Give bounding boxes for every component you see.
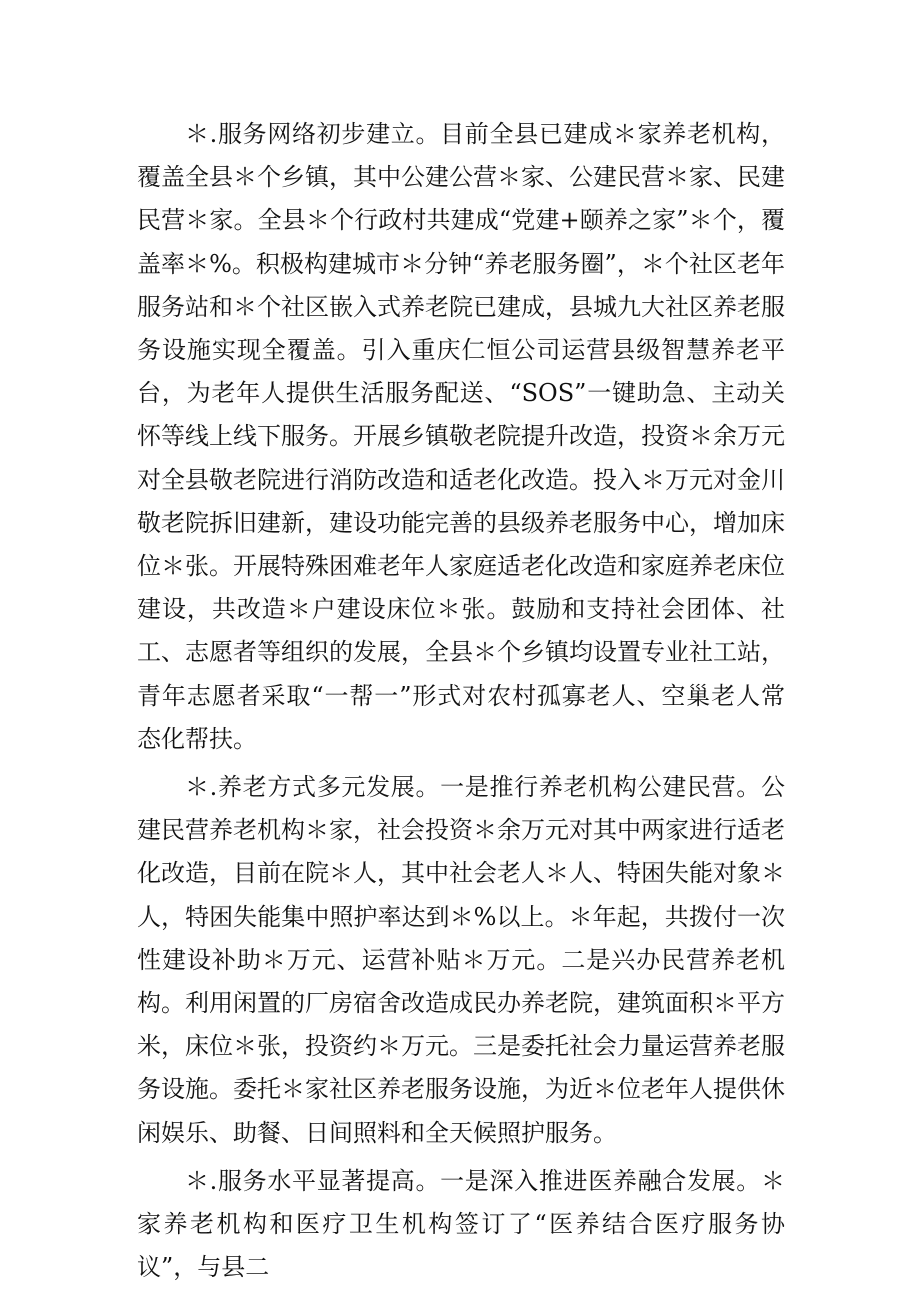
paragraph-service-network: ＊.服务网络初步建立。目前全县已建成＊家养老机构，覆盖全县＊个乡镇，其中公建公营＊家、公建民营＊家、民建民营＊家。全县＊个行政村共建成“党建+颐养之家”＊个，覆盖率＊%。积极构建城市＊分钟“养老服务圈”，＊个社区老年服务站和＊个社区嵌入式养老院已建成，县城九大社区养老服务设施实现全覆盖。引入重庆仁恒公司运营县级智慧养老平台，为老年人提供生活服务配送、“SOS”一键助急、主动关怀等线上线下服务。开展乡镇敬老院提升改造，投资＊余万元对全县敬老院进行消防改造和适老化改造。投入＊万元对金川敬老院拆旧建新，建设功能完善的县级养老服务中心，增加床位＊张。开展特殊困难老年人家庭适老化改造和家庭养老床位建设，共改造＊户建设床位＊张。鼓励和支持社会团体、社工、志愿者等组织的发展，全县＊个乡镇均设置专业社工站，青年志愿者采取“一帮一”形式对农村孤寡老人、空巢老人常态化帮扶。: [137, 120, 785, 753]
document-body: [137, 113, 785, 1294]
paragraph-elderly-care-modes: ＊.养老方式多元发展。一是推行养老机构公建民营。公建民营养老机构＊家，社会投资＊余万元对其中两家进行适老化改造，目前在院＊人，其中社会老人＊人、特困失能对象＊人，特困失能集中照护率达到＊%以上。＊年起，共拨付一次性建设补助＊万元、运营补贴＊万元。二是兴办民营养老机构。利用闲置的厂房宿舍改造成民办养老院，建筑面积＊平方米，床位＊张，投资约＊万元。三是委托社会力量运营养老服务设施。委托＊家社区养老服务设施，为近＊位老年人提供休闲娱乐、助餐、日间照料和全天候照护服务。: [137, 773, 785, 1147]
paragraph-service-level: ＊.服务水平显著提高。一是深入推进医养融合发展。＊家养老机构和医疗卫生机构签订了“医养结合医疗服务协议”，与县二: [137, 1166, 785, 1282]
